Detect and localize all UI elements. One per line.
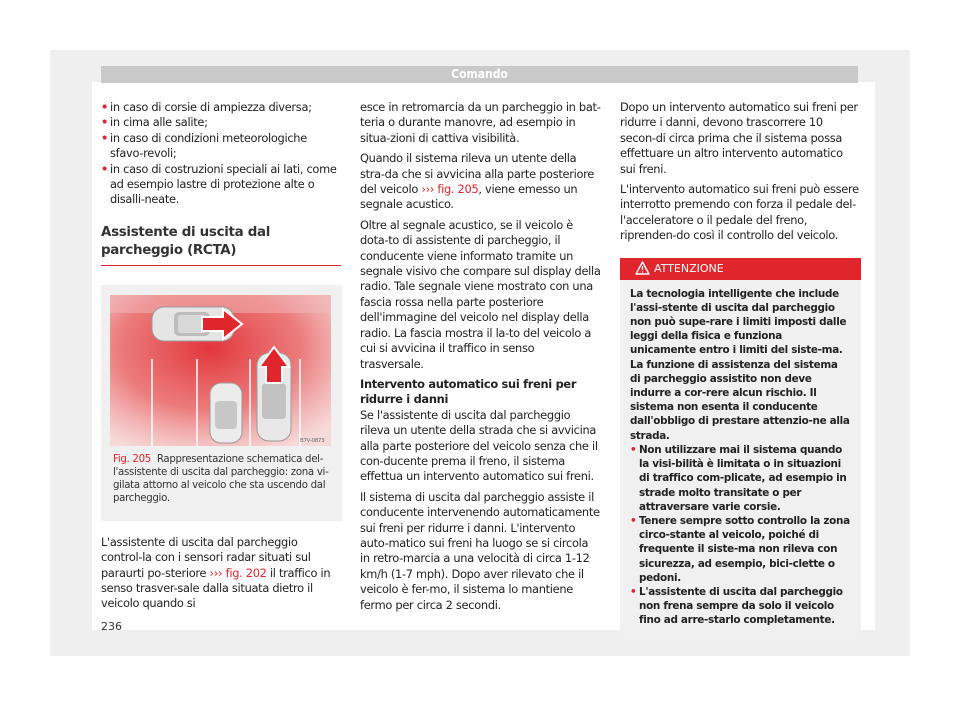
figure-label: Fig. 205 <box>113 453 151 465</box>
figure-code: B7V-0873 <box>300 437 325 444</box>
paragraph-text: L'assistente di uscita dal parcheggio control-la con i sensori radar situati sul paraurti po-steriore <box>101 534 311 580</box>
warning-triangle-icon <box>635 261 650 275</box>
warning-title: ATTENZIONE <box>654 261 724 275</box>
figure-caption <box>113 453 333 506</box>
list-item: • in caso di costruzioni speciali ai lati, come ad esempio lastre di protezione alte o disalli-neate. <box>101 162 341 208</box>
parking-exit-diagram <box>110 295 331 446</box>
paragraph-text: Quando il sistema rileva un utente della stra-da che si avvicina alla parte posteriore del veicolo <box>360 151 594 197</box>
paragraph <box>360 151 601 213</box>
figure-caption-text: Rappresentazione schematica del-l'assistente di uscita dal parcheggio: zona vi-gilata attorno al veicolo che sta uscendo dal parcheggio. <box>113 453 329 505</box>
list-item: • in caso di corsie di ampiezza diversa; <box>101 100 341 115</box>
paragraph-text: il traffico in senso trasver-sale dalla situata dietro il veicolo quando si <box>101 565 331 611</box>
paragraph <box>101 535 341 612</box>
warning-intro: La tecnologia intelligente che include l'assi-stente di uscita dal parcheggio non può supe-rare i limiti imposti dalle leggi della fisica e funziona unicamente entro i limiti del siste-ma. La funzione di assistenza del sistema di parcheggio assistito non deve indurre a cor-rere alcun rischio. Il sistema non esenta il conducente dall'obbligo di prestare attenzio-ne alla strada. <box>630 287 850 442</box>
page-number: 236 <box>101 620 122 633</box>
column-middle <box>360 100 601 618</box>
warning-box <box>620 258 861 638</box>
warning-body <box>620 280 861 638</box>
list-item: • in caso di condizioni meteorologiche sfavo-revoli; <box>101 131 341 162</box>
parked-car <box>210 383 242 443</box>
list-item: • in cima alle salite; <box>101 115 341 130</box>
paragraph: Se l'assistente di uscita dal parcheggio rileva un utente della strada che si avvicina alla parte posteriore del veicolo senza che il con-ducente prema il freno, il sistema effettua un intervento automatico sui freni. <box>360 407 598 484</box>
figure-link[interactable]: ››› fig. 202 <box>209 565 267 580</box>
warning-bullet: • Tenere sempre sotto controllo la zona circo-stante al veicolo, poiché di frequente il siste-ma non rileva con sicurezza, ad esempio, bici-clette o pedoni. <box>630 514 851 585</box>
paragraph: L'intervento automatico sui freni può essere interrotto premendo con forza il pedale del-l'acceleratore o il pedale del freno, riprenden-do così il controllo del veicolo. <box>620 182 859 243</box>
paragraph: Oltre al segnale acustico, se il veicolo è dota-to di assistente di parcheggio, il conducente viene informato tramite un segnale visivo che compare sul display della radio. Tale segnale viene mostrato con una fascia rossa nella parte posteriore dell'immagine del veicolo nel display della radio. La fascia mostra il la-to del veicolo a cui si avvicina il traffico in senso trasversale. <box>360 217 601 371</box>
section-heading: Assistente di uscita dal parcheggio (RCTA) <box>101 224 341 266</box>
warning-bullet: • Non utilizzare mai il sistema quando la visi-bilità è limitata o in situazioni di traffico com-plicate, ad esempio in strade molto transitate o per attraversare varie corsie. <box>630 443 851 514</box>
figure-link[interactable]: ››› fig. 205 <box>421 182 479 197</box>
column-right <box>620 100 860 638</box>
paragraph: Il sistema di uscita dal parcheggio assiste il conducente intervenendo automaticamente sui freni per ridurre i danni. L'intervento auto-matico sui freni ha luogo se si circola in retro-marcia a una velocità di circa 1-12 km/h (1-7 mph). Dopo aver rilevato che il veicolo è fer-mo, il sistema lo mantiene fermo per circa 2 secondi. <box>360 489 600 612</box>
paragraph-text: , viene emesso un segnale acustico. <box>360 182 578 212</box>
paragraph: Dopo un intervento automatico sui freni per ridurre i danni, devono trascorrere 10 secon-di circa prima che il sistema possa effettuare un altro intervento automatico sui freni. <box>620 100 858 176</box>
warning-bullet: • L'assistente di uscita dal parcheggio non frena sempre da solo il veicolo fino ad arre-starlo completamente. <box>630 585 851 628</box>
figure-205 <box>101 285 342 521</box>
warning-header <box>620 258 861 280</box>
section-header: Comando <box>101 66 858 83</box>
subheading: Intervento automatico sui freni per ridurre i danni <box>360 376 577 407</box>
paragraph: esce in retromarcia da un parcheggio in bat-teria o durante manovre, ad esempio in situa-zioni di cattiva visibilità. <box>360 100 601 145</box>
column-left <box>101 100 341 617</box>
